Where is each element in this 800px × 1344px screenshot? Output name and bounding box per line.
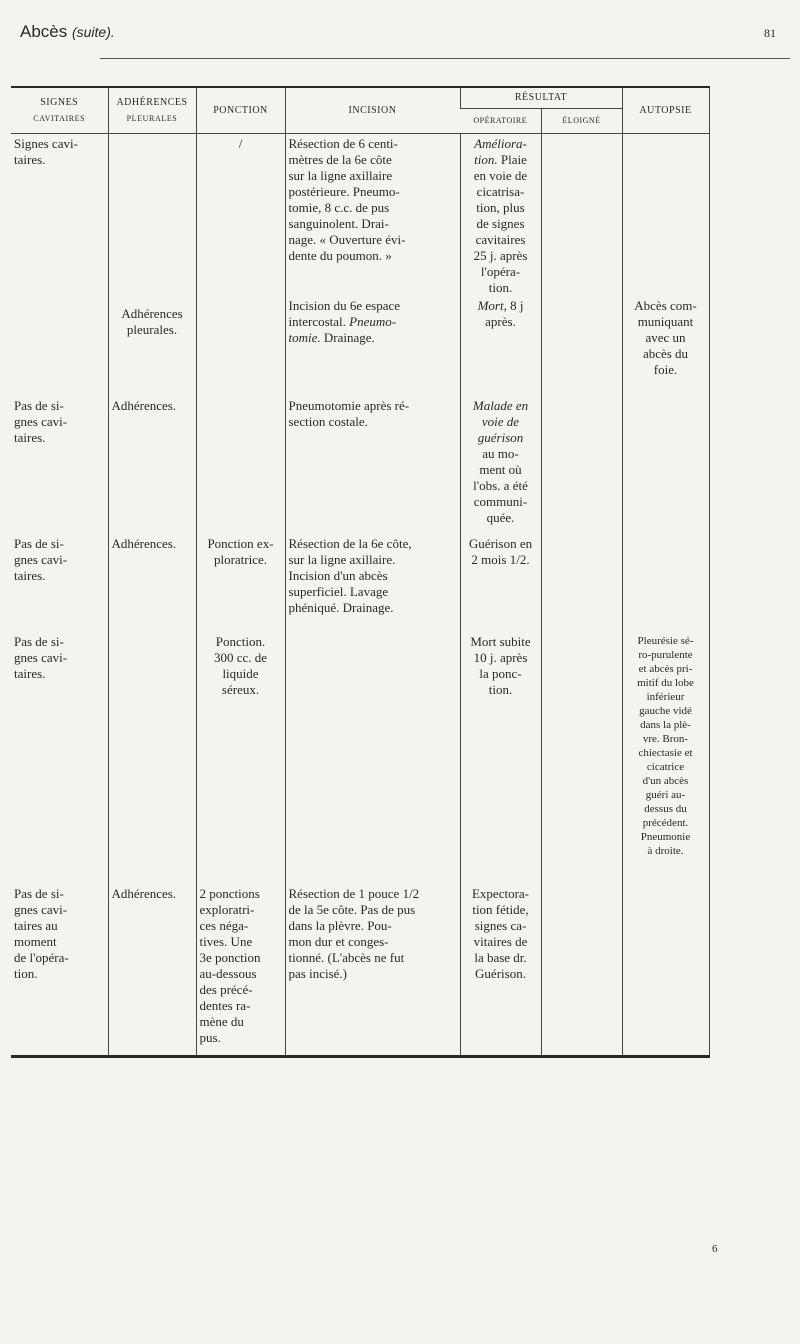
cell-incision: Résection de 1 pouce 1/2 de la 5e côte. Pas de pus dans la plèvre. Pou- mon dur et conges- tionné. (L'abcès ne fut pas incisé.) [285, 884, 460, 1056]
header-adherences-line1: ADHÉRENCES [116, 96, 188, 108]
cell-signes: Pas de si- gnes cavi- taires. [14, 536, 68, 583]
cell-incision: Pneumotomie après ré- section costale. [285, 396, 460, 534]
cell-ponction: Ponction ex- ploratrice. [196, 534, 285, 632]
operatoire-italic: Malade en voie de guérison [472, 398, 529, 445]
cell-incision: Résection de la 6e côte, sur la ligne axillaire. Incision d'un abcès superficiel. Lavage phéniqué. Drainage. [285, 534, 460, 632]
cell-ponction: Ponction. 300 cc. de liquide séreux. [196, 632, 285, 884]
cell-signes: Pas de si- gnes cavi- taires. [14, 634, 68, 681]
signature-mark: 6 [712, 1243, 718, 1255]
cell-signes: Signes cavi- taires. [14, 136, 78, 167]
cell-autopsie: Abcès com- muniquant avec un abcès du foie. [622, 296, 709, 396]
header-signes-line1: SIGNES [40, 96, 79, 108]
cell-eloigne [541, 884, 622, 1056]
header-autopsie: AUTOPSIE [622, 87, 709, 134]
cell-signes [11, 296, 108, 396]
cell-autopsie [622, 396, 709, 534]
cell-ponction [196, 296, 285, 396]
cell-operatoire [460, 396, 541, 534]
table-row [11, 632, 709, 884]
cell-adherences: Adhérences pleurales. [108, 296, 196, 396]
top-rule [100, 58, 790, 59]
table-row [11, 134, 709, 297]
operatoire-italic: Mort, [477, 298, 507, 313]
operatoire-italic: Améliora- tion. [474, 136, 527, 167]
cell-ponction: / [196, 134, 285, 297]
cell-autopsie [622, 134, 709, 297]
cell-eloigne [541, 396, 622, 534]
header-adherences-line2: PLEURALES [126, 113, 178, 123]
cell-eloigne [541, 296, 622, 396]
cell-eloigne [541, 534, 622, 632]
table-row [11, 396, 709, 534]
cell-adherences [108, 134, 196, 297]
cell-adherences: Adhérences. [108, 534, 196, 632]
incision-prefix: Incision du 6e espace intercostal. [288, 298, 401, 329]
table-row [11, 884, 709, 1056]
cell-incision: Résection de 6 centi- mètres de la 6e côte sur la ligne axillaire postérieure. Pneumo- tomie, 8 c.c. de pus sanguinolent. Drai- nage. « Ouverture évi- dente du poumon. » [285, 134, 460, 297]
running-head [20, 22, 115, 42]
running-head-suffix: (suite). [71, 24, 115, 40]
cell-eloigne [541, 134, 622, 297]
table-row [11, 296, 709, 396]
cell-adherences [108, 632, 196, 884]
cell-signes: Pas de si- gnes cavi- taires au moment de l'opéra- tion. [14, 886, 69, 981]
cell-autopsie [622, 534, 709, 632]
header-signes-line2: CAVITAIRES [33, 113, 86, 123]
cell-autopsie: Pleurésie sé- ro-purulente et abcès pri- mitif du lobe inférieur gauche vidé dans la plè- vre. Bron- chiectasie et cicatrice d'un abcès guéri au- dessus du précédent. Pneumonie à droite. [622, 632, 709, 884]
operatoire-text: au mo- ment où l'obs. a été communi- quée. [473, 446, 528, 525]
header-eloigne: ÉLOIGNÉ [541, 109, 622, 134]
operatoire-text: 8 j après. [485, 298, 524, 329]
cell-operatoire [460, 296, 541, 396]
header-operatoire: OPÉRATOIRE [460, 109, 541, 134]
header-signes [11, 87, 108, 134]
cell-ponction [196, 396, 285, 534]
cell-ponction: 2 ponctions exploratri- ces néga- tives. Une 3e ponction au-dessous des précé- dentes ra- mène du pus. [196, 884, 285, 1056]
incision-italic: Pneumo- tomie. [288, 314, 397, 345]
running-head-title: Abcès [20, 22, 68, 41]
cell-adherences: Adhérences. [108, 884, 196, 1056]
cell-incision [285, 632, 460, 884]
cell-eloigne [541, 632, 622, 884]
cell-operatoire [460, 134, 541, 297]
operatoire-text: Plaie en voie de cicatrisa- tion, plus de signes cavitaires 25 j. après l'opéra- tion. [473, 152, 528, 295]
cell-signes: Pas de si- gnes cavi- taires. [14, 398, 68, 445]
header-ponction: PONCTION [196, 87, 285, 134]
header-resultat: RÉSULTAT [460, 87, 622, 109]
header-incision: INCISION [285, 87, 460, 134]
cell-operatoire: Mort subite 10 j. après la ponc- tion. [460, 632, 541, 884]
page-number: 81 [764, 26, 776, 40]
incision-suffix: Drainage. [320, 330, 375, 345]
cell-incision [285, 296, 460, 396]
cell-operatoire: Guérison en 2 mois 1/2. [460, 534, 541, 632]
cell-autopsie [622, 884, 709, 1056]
cell-adherences: Adhérences. [108, 396, 196, 534]
observations-table [11, 86, 710, 1058]
header-adherences [108, 87, 196, 134]
cell-operatoire: Expectora- tion fétide, signes ca- vitaires de la base dr. Guérison. [460, 884, 541, 1056]
table-row [11, 534, 709, 632]
